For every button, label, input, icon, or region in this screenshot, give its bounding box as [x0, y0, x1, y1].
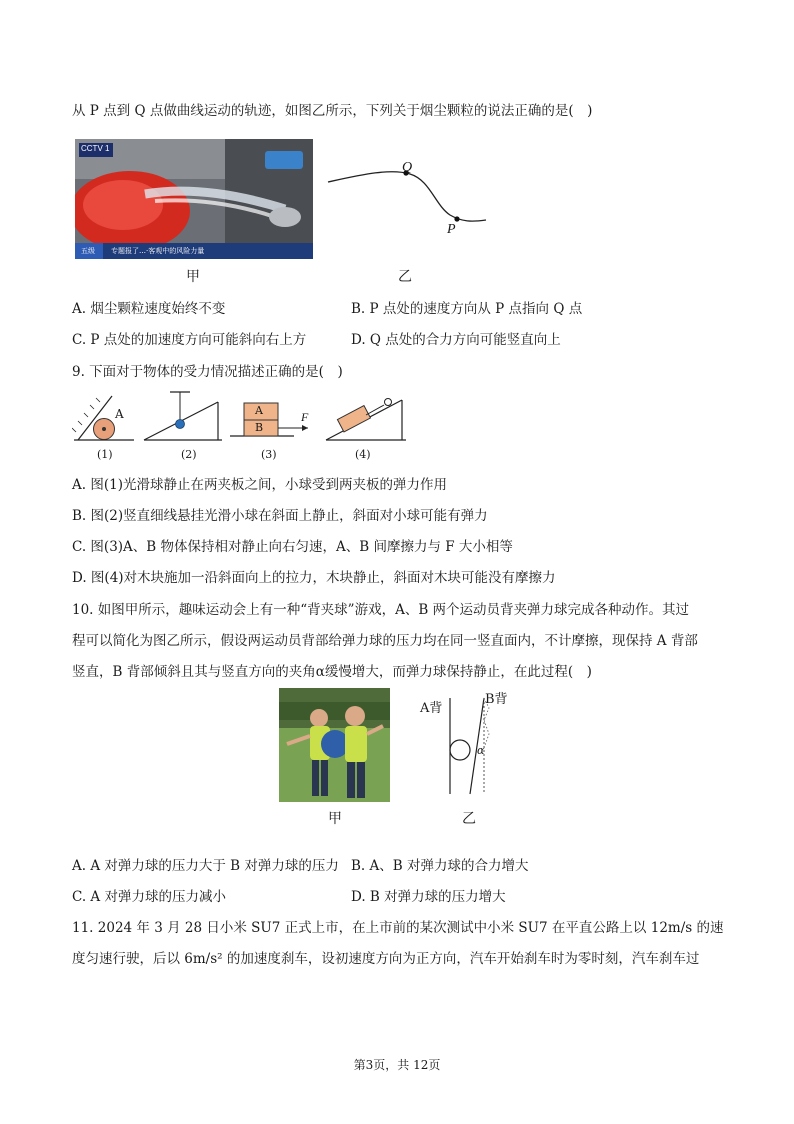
- q10-stem-line2: 程可以简化为图乙所示，假设两运动员背部给弹力球的压力均在同一竖直面内，不计摩擦，现保持 A 背部: [72, 633, 698, 649]
- fig-label-4: (4): [355, 448, 371, 461]
- photo-caption-tag: 五级: [81, 247, 95, 255]
- photo-channel-label: CCTV 1: [81, 144, 110, 153]
- block-b-label: B: [255, 421, 264, 434]
- ball-circle: [450, 740, 470, 760]
- q8-option-c: C. P 点处的加速度方向可能斜向右上方: [72, 332, 307, 348]
- force-f-label: F: [301, 410, 309, 424]
- fig1-label-a: A: [115, 407, 124, 421]
- smoke-experiment-illustration: [75, 139, 313, 259]
- point-p-label: P: [447, 222, 456, 237]
- q9-option-c: C. 图(3)A、B 物体保持相对静止向右匀速，A、B 间摩擦力与 F 大小相等: [72, 539, 513, 555]
- back-ball-game-photo: [279, 688, 390, 802]
- q10-stem-line3: 竖直，B 背部倾斜且其与竖直方向的夹角α缓慢增大，而弹力球保持静止，在此过程( ): [72, 664, 592, 680]
- q10-option-b: B. A、B 对弹力球的合力增大: [351, 858, 529, 874]
- label-alpha: α: [477, 744, 485, 757]
- q8-option-d: D. Q 点处的合力方向可能竖直向上: [351, 332, 561, 348]
- q9-stem: 9. 下面对于物体的受力情况描述正确的是( ): [72, 364, 343, 380]
- q10-option-c: C. A 对弹力球的压力减小: [72, 889, 226, 905]
- q8-option-a: A. 烟尘颗粒速度始终不变: [72, 301, 226, 317]
- fig4-block-on-incline: [326, 399, 406, 441]
- q10-fig-jia: 甲: [328, 811, 342, 827]
- trajectory-curve: [328, 172, 486, 221]
- q8-option-b: B. P 点处的速度方向从 P 点指向 Q 点: [351, 301, 583, 317]
- fig-label-3: (3): [261, 448, 277, 461]
- q8-fig-jia: 甲: [186, 269, 200, 285]
- q10-option-d: D. B 对弹力球的压力增大: [351, 889, 506, 905]
- q11-line2: 度匀速行驶，后以 6m/s² 的加速度刹车，设初速度方向为正方向，汽车开始刹车时为零时刻，汽车刹车过: [72, 951, 700, 967]
- page-footer: 第3页，共 12页: [353, 1058, 441, 1072]
- q8-fig-yi: 乙: [398, 269, 412, 285]
- q10-fig-yi: 乙: [462, 811, 476, 827]
- q10-stem-line1: 10. 如图甲所示，趣味运动会上有一种“背夹球”游戏，A、B 两个运动员背夹弹力球完成各种动作。其过: [72, 602, 690, 618]
- q10-option-a: A. A 对弹力球的压力大于 B 对弹力球的压力: [72, 858, 339, 874]
- point-p-dot: [454, 216, 459, 221]
- q8-stem: 从 P 点到 Q 点做曲线运动的轨迹，如图乙所示，下列关于烟尘颗粒的说法正确的是( ): [72, 103, 593, 119]
- q9-option-b: B. 图(2)竖直细线悬挂光滑小球在斜面上静止，斜面对小球可能有弹力: [72, 508, 488, 524]
- fig-label-2: (2): [181, 448, 197, 461]
- fig-label-1: (1): [97, 448, 113, 461]
- point-q-label: Q: [402, 160, 413, 175]
- photo-caption: 专题报了…·客观中的风险力量: [111, 247, 205, 255]
- q9-option-d: D. 图(4)对木块施加一沿斜面向上的拉力，木块静止，斜面对木块可能没有摩擦力: [72, 570, 556, 586]
- label-b-back: B背: [485, 692, 508, 707]
- fig2-hanging-ball-incline: [144, 392, 222, 440]
- q11-line1: 11. 2024 年 3 月 28 日小米 SU7 正式上市，在上市前的某次测试中小米 SU7 在平直公路上以 12m/s 的速: [72, 920, 724, 936]
- q9-option-a: A. 图(1)光滑球静止在两夹板之间，小球受到两夹板的弹力作用: [72, 477, 447, 493]
- block-a-label: A: [255, 404, 263, 417]
- smoke-experiment-photo: [75, 139, 313, 259]
- fig1-ball-between-plates: [72, 396, 134, 440]
- back-ball-game-illustration: [279, 688, 390, 802]
- fig3-stacked-blocks: [230, 403, 308, 436]
- label-a-back: A背: [420, 701, 443, 716]
